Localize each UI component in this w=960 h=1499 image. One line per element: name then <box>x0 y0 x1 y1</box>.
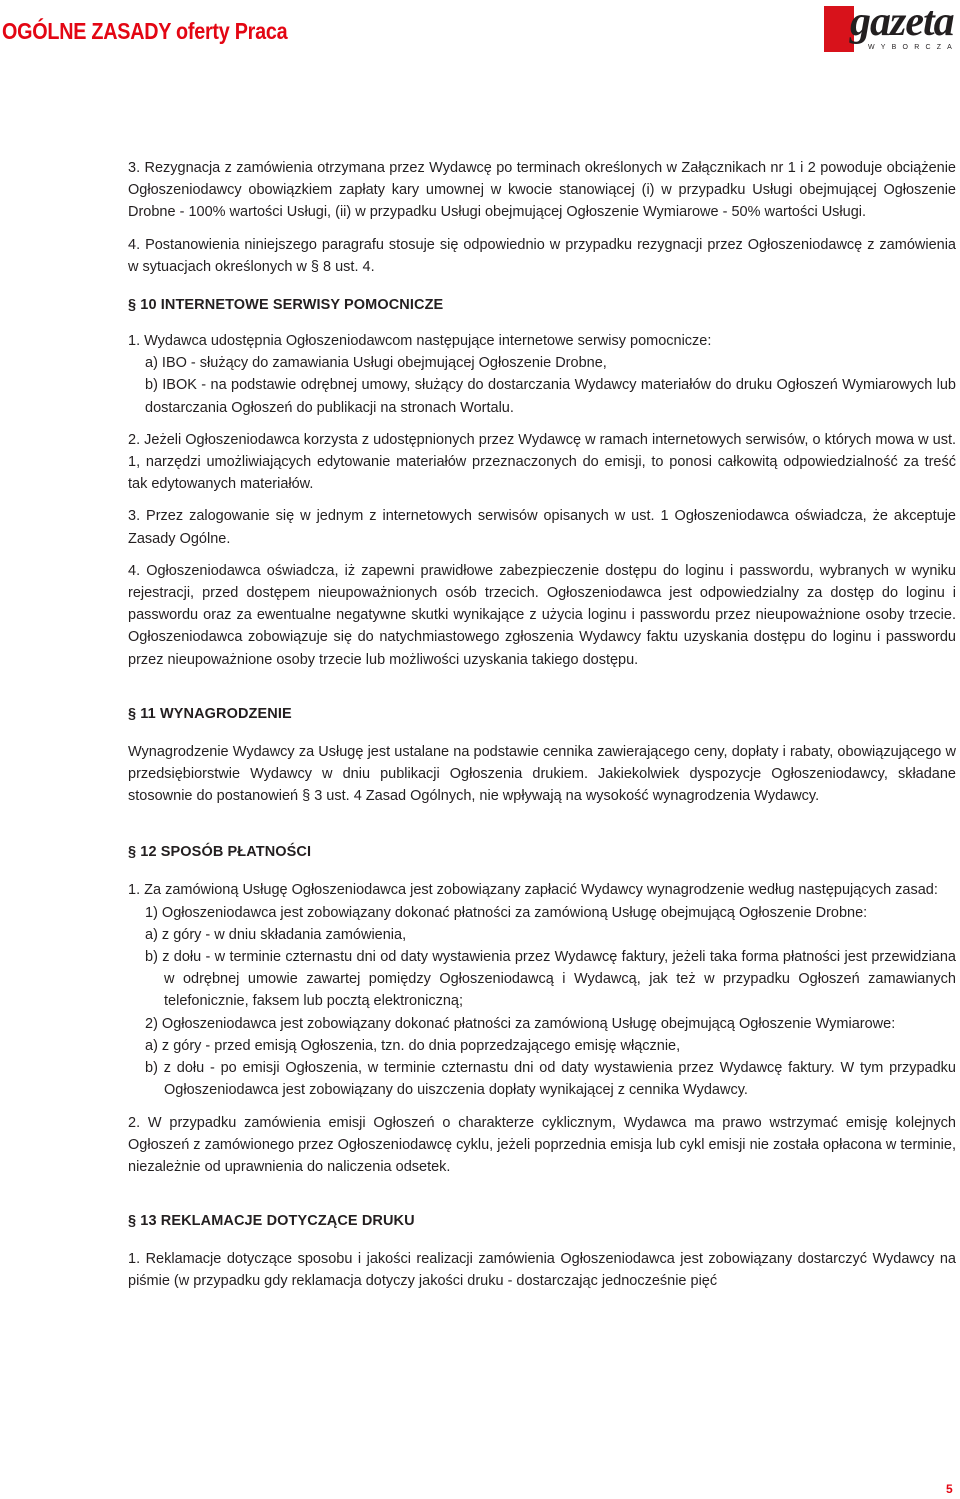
gazeta-wyborcza-logo <box>824 0 960 54</box>
paragraph: 3. Przez zalogowanie się w jednym z internetowych serwisów opisanych w ust. 1 Ogłoszeniodawca oświadcza, że akceptuje Zasady Ogólne. <box>128 508 956 547</box>
section-heading: § 11 WYNAGRODZENIE <box>128 705 292 722</box>
paragraph: Wynagrodzenie Wydawcy za Usługę jest ustalane na podstawie cennika zawierającego ceny, dopłaty i rabaty, obowiązującego w przedsiębiorstwie Wydawcy w dniu publikacji Ogłoszenia drukiem. Jakiekolwiek dyspozycje Ogłoszeniodawcy, składane stosownie do postanowień § 3 ust. 4 Zasad Ogólnych, nie wpływają na wysokość wynagrodzenia Wydawcy. <box>128 743 956 805</box>
section-heading: § 10 INTERNETOWE SERWISY POMOCNICZE <box>128 297 444 314</box>
list-item: 1) Ogłoszeniodawca jest zobowiązany dokonać płatności za zamówioną Usługę obejmującą Ogłoszenie Drobne: <box>145 904 868 921</box>
section-heading: § 13 REKLAMACJE DOTYCZĄCE DRUKU <box>128 1213 415 1230</box>
paragraph: 1. Reklamacje dotyczące sposobu i jakości realizacji zamówienia Ogłoszeniodawca jest zobowiązany dostarczyć Wydawcy na piśmie (w przypadku gdy reklamacja dotyczy jakości druku - dostarczając jednocześnie pięć <box>128 1251 956 1290</box>
paragraph: 4. Postanowienia niniejszego paragrafu stosuje się odpowiednio w przypadku rezygnacji przez Ogłoszeniodawcę z zamówienia w sytuacjach określonych w § 8 ust. 4. <box>128 236 956 275</box>
list-item: a) z góry - w dniu składania zamówienia, <box>145 926 407 943</box>
list-item: 2) Ogłoszeniodawca jest zobowiązany dokonać płatności za zamówioną Usługę obejmującą Ogłoszenie Wymiarowe: <box>145 1015 896 1032</box>
list-item: a) IBO - służący do zamawiania Usługi obejmującej Ogłoszenie Drobne, <box>145 355 607 372</box>
logo-subtitle: WYBORCZA <box>868 44 959 51</box>
list-item: a) z góry - przed emisją Ogłoszenia, tzn. do dnia poprzedzającego emisję włącznie, <box>145 1037 681 1054</box>
list-item: b) z dołu - w terminie czternastu dni od daty wystawienia przez Wydawcę faktury, jeżeli taka forma płatności jest przewidziana w odrębnej umowie zawartej pomiędzy Ogłoszeniodawcą i Wydawcą, jak też w przypadku Ogłoszeń zamawianych telefonicznie, faksem lub pocztą elektroniczną; <box>145 949 956 1010</box>
section-heading: § 12 SPOSÓB PŁATNOŚCI <box>128 844 312 861</box>
paragraph: 2. W przypadku zamówienia emisji Ogłoszeń o charakterze cyklicznym, Wydawca ma prawo wstrzymać emisję kolejnych Ogłoszeń z zamówionego przez Ogłoszeniodawcę cyklu, jeżeli poprzednia emisja lub cykl emisji nie została opłacona w terminie, niezależnie od uprawnienia do naliczenia odsetek. <box>128 1114 956 1175</box>
page-number: 5 <box>946 1482 953 1496</box>
paragraph: 1. Wydawca udostępnia Ogłoszeniodawcom następujące internetowe serwisy pomocnicze: <box>128 333 712 350</box>
document-body <box>128 157 956 1303</box>
paragraph: 1. Za zamówioną Usługę Ogłoszeniodawca jest zobowiązany zapłacić Wydawcy wynagrodzenie według następujących zasad: <box>128 882 938 899</box>
document-header-title: OGÓLNE ZASADY oferty Praca <box>2 18 288 44</box>
paragraph: 4. Ogłoszeniodawca oświadcza, iż zapewni prawidłowe zabezpieczenie dostępu do loginu i passwordu, wybranych w wyniku rejestracji, przed dostępem nieupoważnionych osób trzecich. Ogłoszeniodawca jest odpowiedzialny za dostęp do loginu i passwordu oraz za ewentualne negatywne skutki wynikające z użycia loginu i passwordu przez nieupoważnione osoby trzecie. Ogłoszeniodawca zobowiązuje się do natychmiastowego zgłoszenia Wydawcy faktu uzyskania dostępu do loginu i passwordu przez nieupoważnione osoby trzecie lub możliwości uzyskania takiego dostępu. <box>128 562 956 668</box>
paragraph: 2. Jeżeli Ogłoszeniodawca korzysta z udostępnionych przez Wydawcę w ramach internetowych serwisów, o których mowa w ust. 1, narzędzi umożliwiających edytowanie materiałów przeznaczonych do emisji, to ponosi całkowitą odpowiedzialność za treść tak edytowanych materiałów. <box>128 431 956 493</box>
logo-wordmark: gazeta <box>850 0 954 45</box>
list-item: b) IBOK - na podstawie odrębnej umowy, służący do dostarczania Wydawcy materiałów do druku Ogłoszeń Wymiarowych lub dostarczania Ogłoszeń do publikacji na stronach Wortalu. <box>145 377 956 416</box>
list-item: b) z dołu - po emisji Ogłoszenia, w terminie czternastu dni od daty wystawienia przez Wydawcę faktury. W tym przypadku Ogłoszeniodawca jest zobowiązany do uiszczenia dopłaty wynikającej z cennika Wydawcy. <box>145 1060 956 1099</box>
paragraph: 3. Rezygnacja z zamówienia otrzymana przez Wydawcę po terminach określonych w Załącznikach nr 1 i 2 powoduje obciążenie Ogłoszeniodawcy obowiązkiem zapłaty kary umownej w kwocie stanowiącej (i) w przypadku Usługi obejmującej Ogłoszenie Drobne - 100% wartości Usługi, (ii) w przypadku Usługi obejmującej Ogłoszenie Wymiarowe - 50% wartości Usługi. <box>128 160 956 221</box>
